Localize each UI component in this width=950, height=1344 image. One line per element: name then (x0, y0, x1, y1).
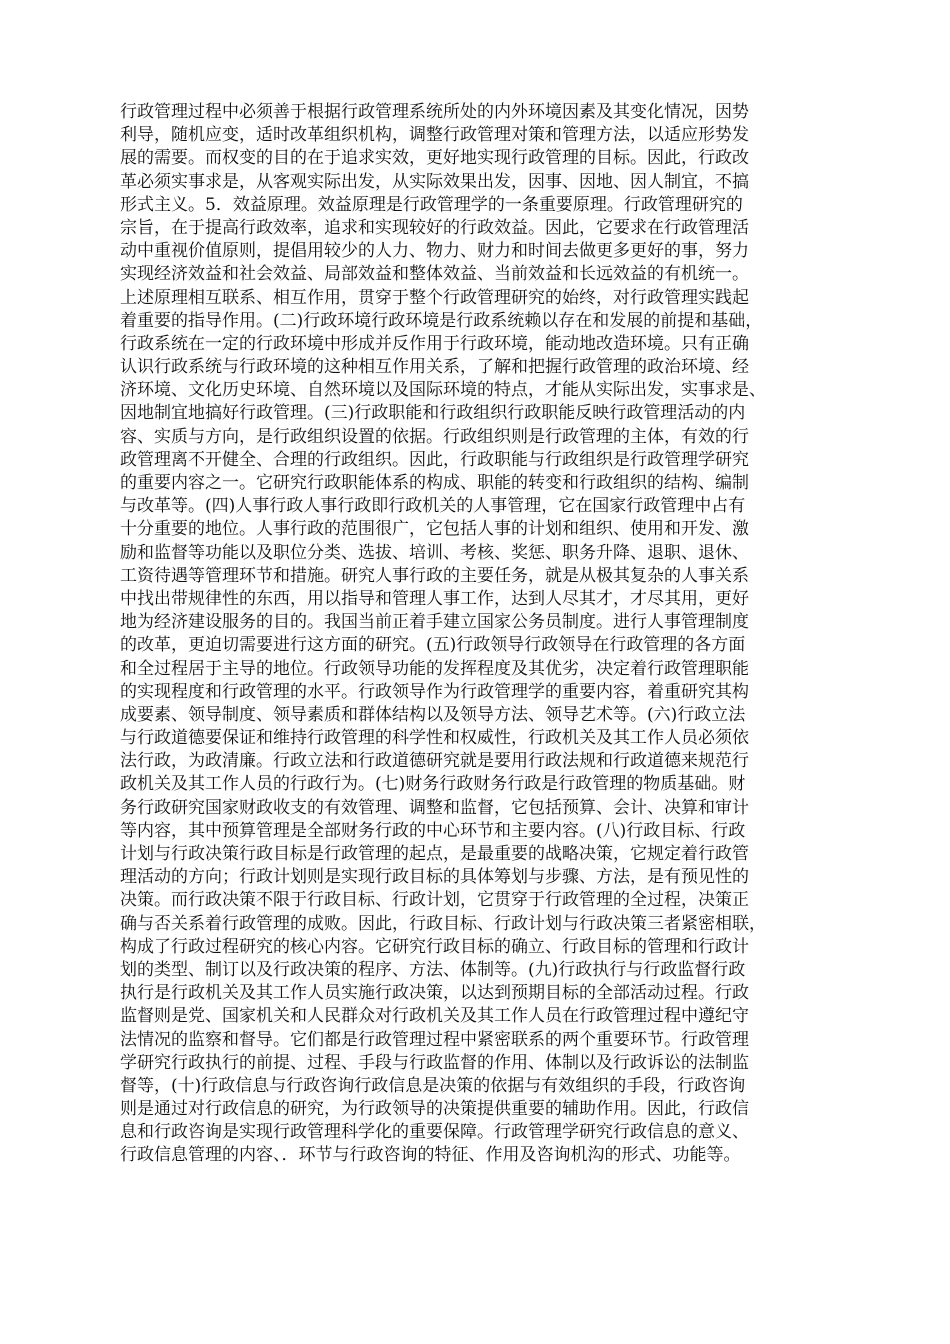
text-line: 十分重要的地位。人事行政的范围很广，它包括人事的计划和组织、使用和开发、激 (120, 519, 749, 540)
text-line: 监督则是党、国家机关和人民群众对行政机关及其工作人员在行政管理过程中遵纪守 (120, 1006, 749, 1027)
text-line: 利导，随机应变，适时改革组织机构，调整行政管理对策和管理方法，以适应形势发 (120, 125, 749, 146)
text-line: 展的需要。而权变的目的在于追求实效，更好地实现行政管理的目标。因此，行政改 (120, 148, 749, 169)
text-line: 中找出带规律性的东西，用以指导和管理人事工作，达到人尽其才，才尽其用，更好 (120, 588, 749, 609)
text-line: 法行政，为政清廉。行政立法和行政道德研究就是要用行政法规和行政道德来规范行 (120, 751, 749, 772)
text-line: 息和行政咨询是实现行政管理科学化的重要保障。行政管理学研究行政信息的意义、 (120, 1122, 749, 1143)
text-line: 与行政道德要保证和维持行政管理的科学性和权威性，行政机关及其工作人员必须依 (120, 728, 749, 749)
text-line: 则是通过对行政信息的研究，为行政领导的决策提供重要的辅助作用。因此，行政信 (120, 1099, 749, 1120)
text-line: 的重要内容之一。它研究行政职能体系的构成、职能的转变和行政组织的结构、编制 (120, 473, 749, 493)
text-line: 着重要的指导作用。(二)行政环境行政环境是行政系统赖以存在和发展的前提和基础， (120, 310, 763, 331)
text-line: 宗旨，在于提高行政效率，追求和实现较好的行政效益。因此，它要求在行政管理活 (120, 217, 749, 238)
text-line: 督等，(十)行政信息与行政咨询行政信息是决策的依据与有效组织的手段，行政咨询 (120, 1075, 746, 1096)
text-line: 政管理离不开健全、合理的行政组织。因此，行政职能与行政组织是行政管理学研究 (120, 449, 749, 470)
text-line: 认识行政系统与行政环境的这种相互作用关系，了解和把握行政管理的政治环境、经 (120, 357, 749, 378)
text-line: 动中重视价值原则，提倡用较少的人力、物力、财力和时间去做更多更好的事，努力 (120, 241, 749, 262)
text-line: 法情况的监察和督导。它们都是行政管理过程中紧密联系的两个重要环节。行政管理 (120, 1029, 749, 1050)
text-line: 地为经济建设服务的目的。我国当前正着手建立国家公务员制度。进行人事管理制度 (120, 612, 749, 633)
text-line: 执行是行政机关及其工作人员实施行政决策，以达到预期目标的全部活动过程。行政 (120, 983, 749, 1004)
text-line: 理活动的方向；行政计划则是实现行政目标的具体筹划与步骤、方法，是有预见性的 (120, 867, 749, 888)
text-line: 励和监督等功能以及职位分类、选拔、培训、考核、奖惩、职务升降、退职、退休、 (120, 542, 749, 563)
text-line: 政机关及其工作人员的行政行为。(七)财务行政财务行政是行政管理的物质基础。财 (120, 774, 746, 795)
text-line: 决策。而行政决策不限于行政目标、行政计划，它贯穿于行政管理的全过程，决策正 (120, 890, 749, 911)
text-line: 形式主义。5．效益原理。效益原理是行政管理学的一条重要原理。行政管理研究的 (120, 194, 743, 215)
text-line: 上述原理相互联系、相互作用，贯穿于整个行政管理研究的始终，对行政管理实践起 (120, 287, 749, 308)
text-line: 务行政研究国家财政收支的有效管理、调整和监督，它包括预算、会计、决算和审计 (120, 797, 749, 818)
text-line: 确与否关系着行政管理的成败。因此，行政目标、行政计划与行政决策三者紧密相联， (120, 913, 766, 934)
text-line: 革必须实事求是，从客观实际出发，从实际效果出发，因事、因地、因人制宜，不搞 (120, 171, 749, 192)
body-text (120, 101, 840, 1168)
text-line: 学研究行政执行的前提、过程、手段与行政监督的作用、体制以及行政诉讼的法制监 (120, 1052, 749, 1073)
text-line: 工资待遇等管理环节和措施。研究人事行政的主要任务，就是从极其复杂的人事关系 (120, 565, 749, 586)
text-line: 的改革，更迫切需要进行这方面的研究。(五)行政领导行政领导在行政管理的各方面 (120, 635, 746, 656)
text-line: 行政系统在一定的行政环境中形成并反作用于行政环境，能动地改造环境。只有正确 (120, 333, 749, 354)
text-line: 成要素、领导制度、领导素质和群体结构以及领导方法、领导艺术等。(六)行政立法 (120, 704, 746, 725)
text-line: 和全过程居于主导的地位。行政领导功能的发挥程度及其优劣，决定着行政管理职能 (120, 658, 749, 679)
text-line: 实现经济效益和社会效益、局部效益和整体效益、当前效益和长远效益的有机统一。 (120, 264, 749, 285)
text-line: 容、实质与方向，是行政组织设置的依据。行政组织则是行政管理的主体，有效的行 (120, 426, 749, 447)
text-line: 等内容，其中预算管理是全部财务行政的中心环节和主要内容。(八)行政目标、行政 (120, 820, 746, 841)
text-line: 与改革等。(四)人事行政人事行政即行政机关的人事管理，它在国家行政管理中占有 (120, 496, 746, 517)
text-line: 的实现程度和行政管理的水平。行政领导作为行政管理学的重要内容，着重研究其构 (120, 681, 749, 702)
text-line: 构成了行政过程研究的核心内容。它研究行政目标的确立、行政目标的管理和行政计 (120, 936, 749, 957)
text-line: 行政管理过程中必须善于根据行政管理系统所处的内外环境因素及其变化情况，因势 (120, 102, 749, 122)
text-line: 因地制宜地搞好行政管理。(三)行政职能和行政组织行政职能反映行政管理活动的内 (120, 403, 746, 424)
text-line: 济环境、文化历史环境、自然环境以及国际环境的特点，才能从实际出发，实事求是、 (120, 380, 766, 401)
text-line: 行政信息管理的内容、．环节与行政咨询的特征、作用及咨询机沟的形式、功能等。 (120, 1145, 741, 1166)
text-line: 计划与行政决策行政目标是行政管理的起点，是最重要的战略决策，它规定着行政管 (120, 844, 749, 864)
text-line: 划的类型、制订以及行政决策的程序、方法、体制等。(九)行政执行与行政监督行政 (120, 959, 746, 980)
